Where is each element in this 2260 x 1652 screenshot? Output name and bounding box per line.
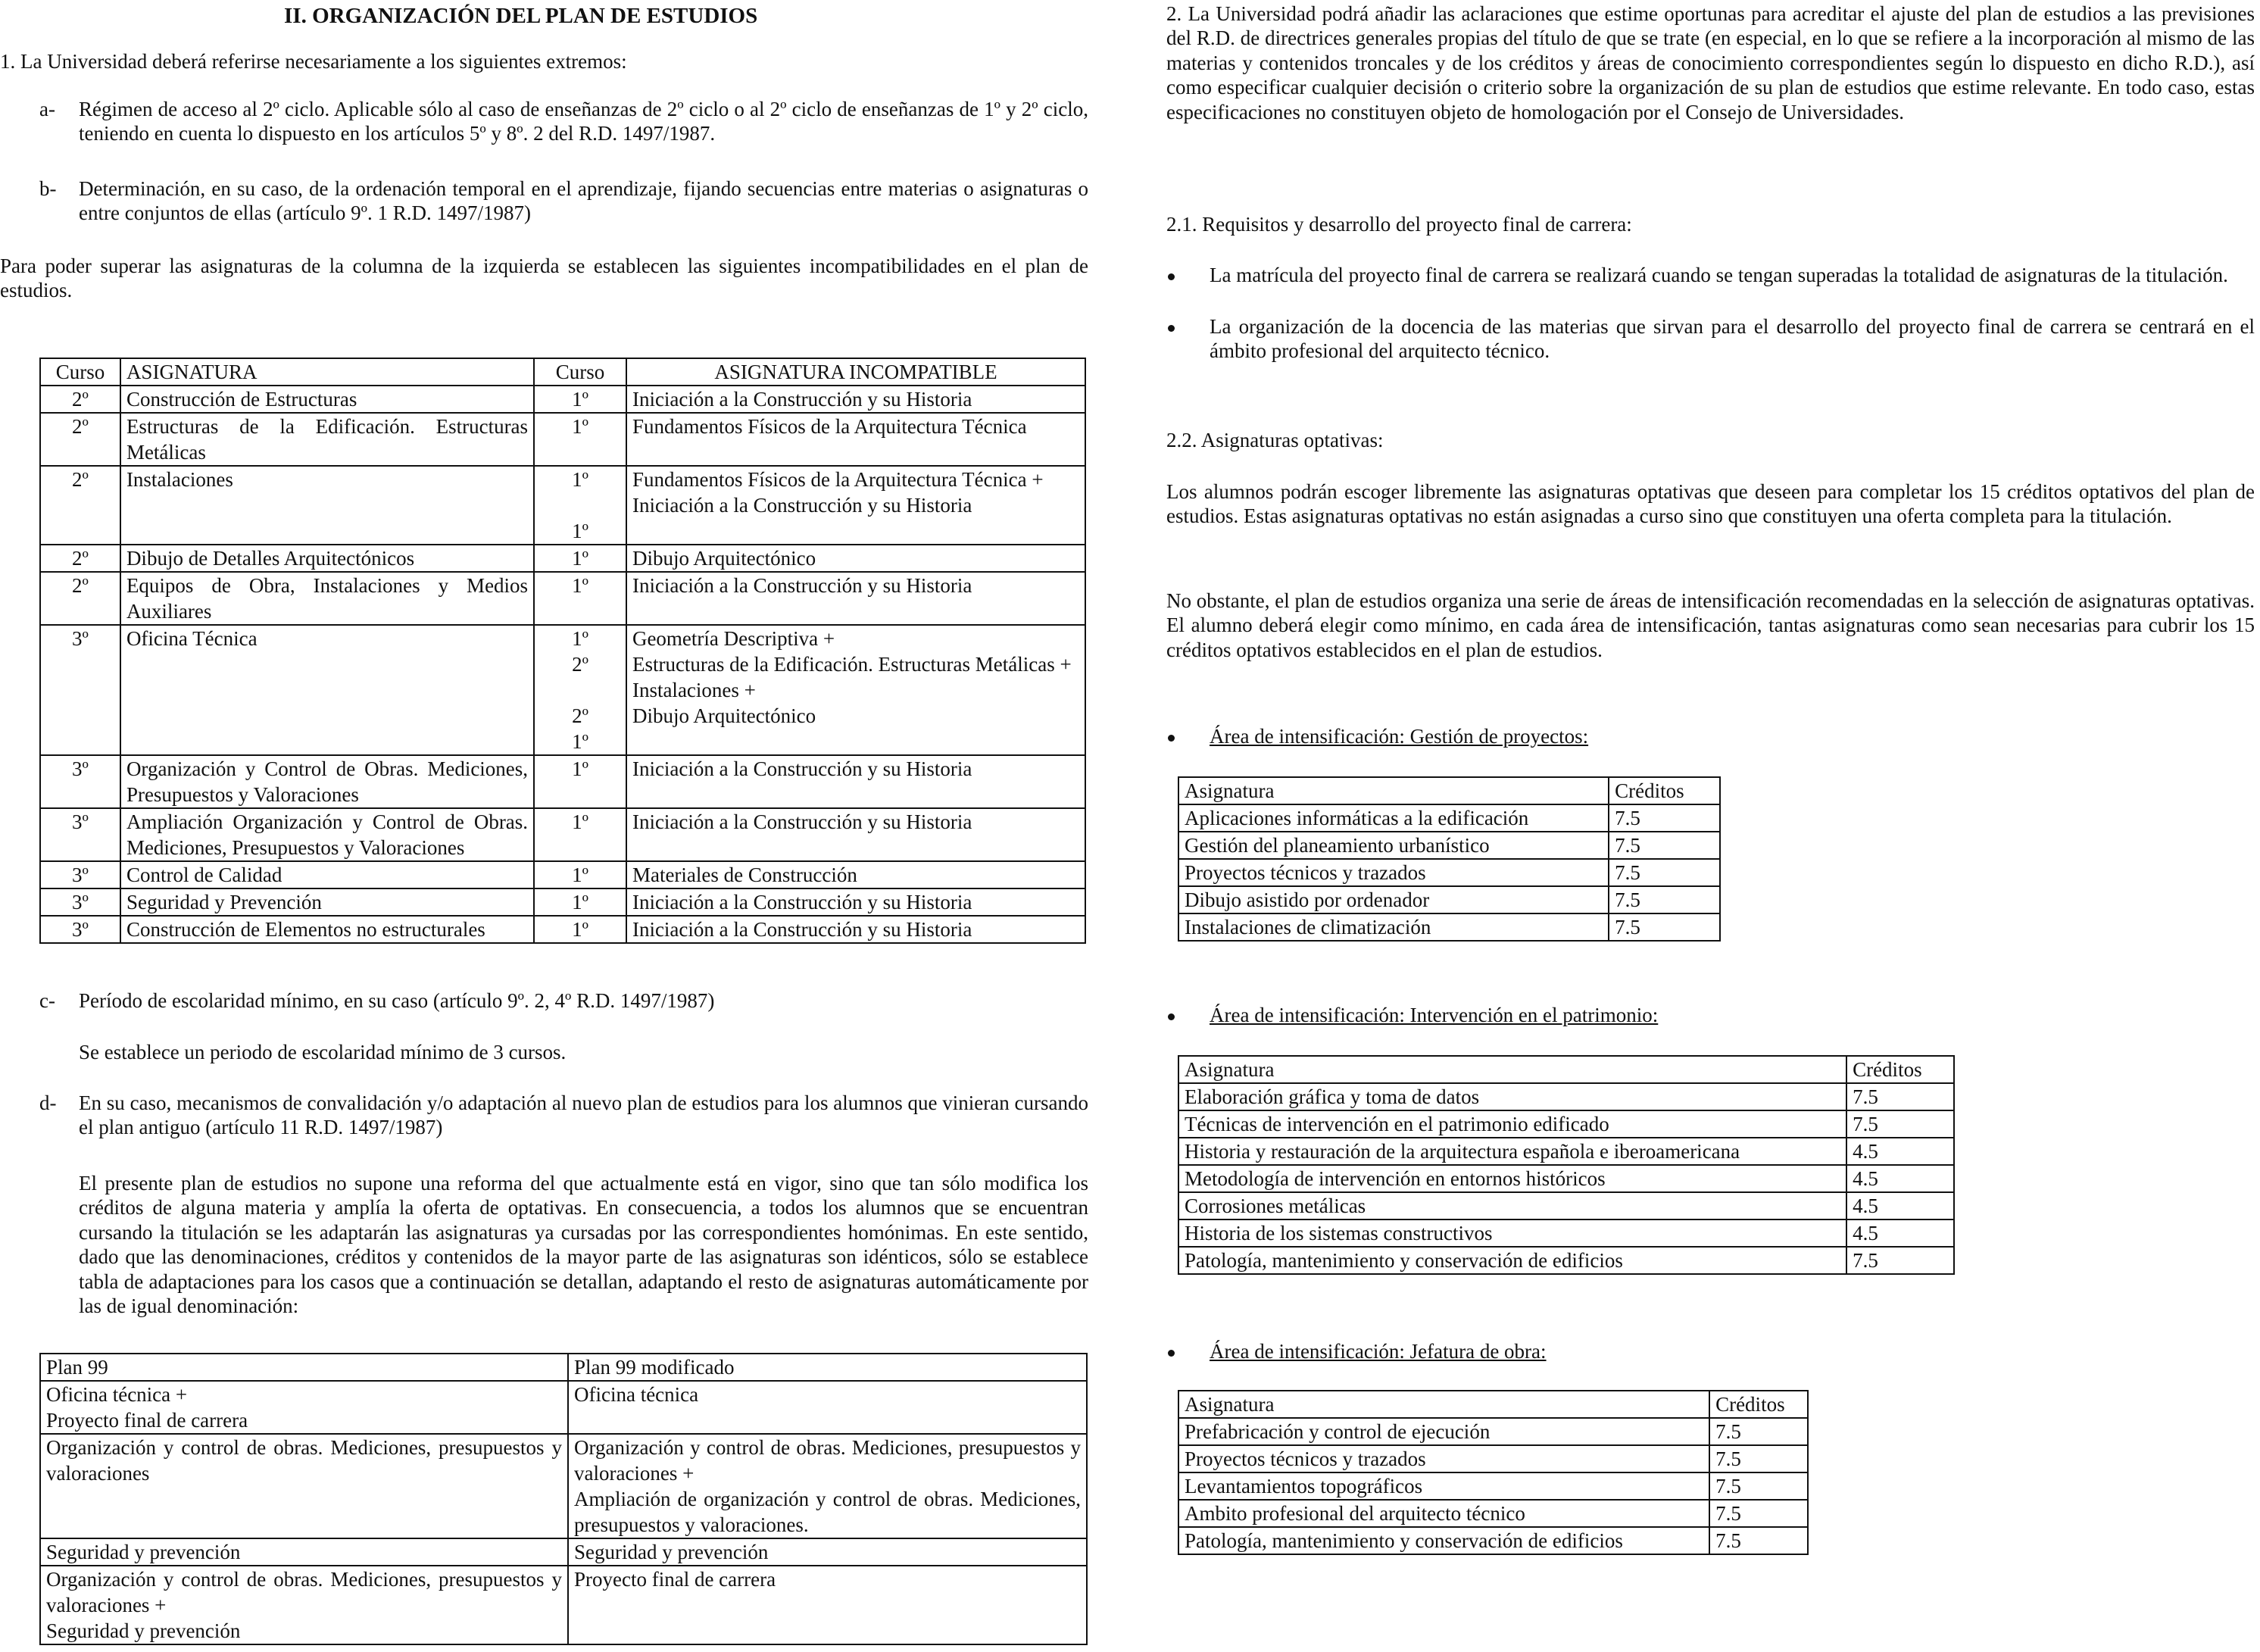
plan-99-cell [40,1538,568,1566]
creditos-cell: 7.5 [1846,1083,1954,1110]
table-header-cell: Asignatura [1178,777,1609,804]
curso-cell: 3º [40,808,120,861]
asignatura-incompatible-cell [626,861,1085,888]
table-row [40,1434,1087,1538]
creditos-cell: 7.5 [1609,832,1720,859]
table-row [1178,1247,1954,1274]
asignatura-cell: Oficina Técnica [120,625,534,755]
asignatura-incompatible-cell-line: Iniciación a la Construcción y su Historia [632,757,972,780]
bullet-2-1-first [1166,263,2255,287]
curso-incompatible-cell-line: 2º [572,653,588,676]
table-header-cell: Créditos [1709,1391,1808,1418]
asignatura-cell: Aplicaciones informáticas a la edificación [1178,804,1609,832]
table-row [1178,804,1720,832]
asignatura-cell: Construcción de Estructuras [120,386,534,413]
curso-incompatible-cell-line: 1º [572,415,588,438]
curso-incompatible-cell-line: 1º [572,757,588,780]
plan-99-cell-line: Organización y control de obras. Mediciones, presupuestos y valoraciones [46,1436,562,1485]
asignatura-incompatible-cell-line: Fundamentos Físicos de la Arquitectura Técnica [632,415,1027,438]
table-row [40,808,1085,861]
creditos-cell: 4.5 [1846,1219,1954,1247]
table-row [40,466,1085,545]
curso-incompatible-cell-line: 1º [572,520,588,542]
item-b-label: b- [39,177,57,200]
bullet-icon [1166,314,1210,364]
asignatura-cell: Instalaciones de climatización [1178,913,1609,941]
table-row [1178,1110,1954,1138]
asignatura-cell: Metodología de intervención en entornos históricos [1178,1165,1846,1192]
curso-cell: 2º [40,545,120,572]
asignatura-cell: Organización y Control de Obras. Mediciones, Presupuestos y Valoraciones [120,755,534,808]
table-row [40,861,1085,888]
asignatura-incompatible-cell-line: Instalaciones + [632,679,756,701]
curso-cell: 2º [40,572,120,625]
curso-incompatible-cell [534,888,626,916]
section-2-2-paragraph-1: Los alumnos podrán escoger libremente las asignaturas optativas que deseen para completar los 15 créditos optativos del plan de estudios. Estas asignaturas optativas no están asignadas a curso sino que constituyen una oferta completa para la titulación. [1166,480,2255,528]
asignatura-incompatible-cell-line: Iniciación a la Construcción y su Historia [632,494,972,517]
creditos-cell: 4.5 [1846,1138,1954,1165]
table-header-cell: ASIGNATURA INCOMPATIBLE [626,358,1085,386]
table-row [1178,832,1720,859]
table-row [1178,1083,1954,1110]
curso-incompatible-cell [534,916,626,943]
table-row [1178,913,1720,941]
curso-incompatible-cell [534,466,626,545]
curso-cell: 3º [40,888,120,916]
bullet-text: La matrícula del proyecto final de carrera se realizará cuando se tengan superadas la totalidad de asignaturas de la titulación. [1210,264,2228,286]
paragraph-2: 2. La Universidad podrá añadir las aclaraciones que estime oportunas para acreditar el ajuste del plan de estudios a las previsiones del R.D. de directrices generales propias del título de que se trate (en especial, en lo que se refiere a la incorporación al mismo de las materias y contenidos troncales y de los créditos y áreas de conocimiento correspondientes según lo dispuesto en dicho R.D.), así como especificar cualquier decisión o criterio sobre la organización de su plan de estudios que estime relevante. En todo caso, estas especificaciones no constituyen objeto de homologación por el Consejo de Universidades. [1166,2,2255,123]
curso-cell: 2º [40,386,120,413]
asignatura-incompatible-cell [626,572,1085,625]
asignatura-incompatible-cell [626,625,1085,755]
item-d-text: En su caso, mecanismos de convalidación y/o adaptación al nuevo plan de estudios para los alumnos que vinieran cursando el plan antiguo (artículo 11 R.D. 1497/1987) [79,1091,1088,1139]
asignatura-incompatible-cell-line: Dibujo Arquitectónico [632,704,816,727]
section-2-2-paragraph-2: No obstante, el plan de estudios organiza una serie de áreas de intensificación recomendadas en la selección de asignaturas optativas. El alumno deberá elegir como mínimo, en cada área de intensificación, tantas asignaturas como sean necesarias para cubrir los 15 créditos optativos establecidos en el plan de estudios. [1166,589,2255,661]
curso-incompatible-cell [534,755,626,808]
table-row [1178,1165,1954,1192]
creditos-cell: 7.5 [1609,913,1720,941]
table-row [1178,1219,1954,1247]
section-title: II. ORGANIZACIÓN DEL PLAN DE ESTUDIOS [284,4,758,28]
creditos-cell: 4.5 [1846,1165,1954,1192]
table-row [1178,1138,1954,1165]
asignatura-incompatible-cell-line: Dibujo Arquitectónico [632,547,816,570]
area-2-heading [1166,1003,1924,1027]
curso-incompatible-cell [534,808,626,861]
asignatura-incompatible-cell [626,413,1085,466]
creditos-cell: 7.5 [1609,859,1720,886]
plan-99-cell-line: Organización y control de obras. Mediciones, presupuestos y valoraciones + [46,1568,562,1616]
item-c [39,988,1088,1013]
area-3-table [1178,1390,1809,1555]
incompatibility-intro: Para poder superar las asignaturas de la columna de la izquierda se establecen las siguientes incompatibilidades en el plan de estudios. [0,255,1088,302]
asignatura-incompatible-cell [626,888,1085,916]
asignatura-incompatible-cell [626,466,1085,545]
asignatura-cell: Elaboración gráfica y toma de datos [1178,1083,1846,1110]
section-2-1-title: 2.1. Requisitos y desarrollo del proyecto final de carrera: [1166,213,1632,236]
creditos-cell: 7.5 [1709,1418,1808,1445]
table-header-cell: Asignatura [1178,1056,1846,1083]
table-row [1178,1418,1808,1445]
table-row [1178,1472,1808,1500]
item-a-text: Régimen de acceso al 2º ciclo. Aplicable sólo al caso de enseñanzas de 2º ciclo o al 2º ciclo de enseñanzas de 1º y 2º ciclo, teniendo en cuenta lo dispuesto en los artículos 5º y 8º. 2 del R.D. 1497/1987. [79,98,1088,145]
plan-99-cell [40,1566,568,1644]
curso-incompatible-cell [534,861,626,888]
creditos-cell: 7.5 [1709,1472,1808,1500]
area-2-table [1178,1055,1955,1275]
asignatura-incompatible-cell-line: Iniciación a la Construcción y su Historia [632,388,972,411]
asignatura-cell: Proyectos técnicos y trazados [1178,1445,1709,1472]
plan-99-cell-line: Proyecto final de carrera [46,1409,248,1432]
plan-99-cell [40,1381,568,1434]
asignatura-cell: Ambito profesional del arquitecto técnico [1178,1500,1709,1527]
asignatura-incompatible-cell-line: Iniciación a la Construcción y su Historia [632,810,972,833]
table-row [40,1538,1087,1566]
bullet-icon [1166,1003,1210,1027]
item-c-text: Período de escolaridad mínimo, en su caso (artículo 9º. 2, 4º R.D. 1497/1987) [79,989,715,1012]
asignatura-incompatible-cell-line: Iniciación a la Construcción y su Historia [632,574,972,597]
asignatura-cell: Levantamientos topográficos [1178,1472,1709,1500]
item-d-detail: El presente plan de estudios no supone una reforma del que actualmente está en vigor, sino que tan sólo modifica los créditos de alguna materia y amplía la oferta de optativas. En consecuencia, a todos los alumnos que se encuentran cursando la titulación se les adaptarán las asignaturas ya cursadas por las correspondientes homónimas. En este sentido, dado que las denominaciones, créditos y contenidos de la mayor parte de las asignaturas son idénticos, sólo se establece tabla de adaptaciones para los casos que a continuación se detallan, adaptando el resto de asignaturas automáticamente por las de igual denominación: [79,1172,1088,1317]
item-a-label: a- [39,98,55,120]
curso-incompatible-cell-line: 1º [572,918,588,941]
asignatura-cell: Historia y restauración de la arquitectura española e iberoamericana [1178,1138,1846,1165]
table-header-cell: Curso [534,358,626,386]
table-row [40,1566,1087,1644]
table-row [40,545,1085,572]
curso-cell: 3º [40,625,120,755]
table-header-row [1178,1056,1954,1083]
curso-incompatible-cell-line: 1º [572,627,588,650]
asignatura-incompatible-cell [626,386,1085,413]
creditos-cell: 7.5 [1846,1247,1954,1274]
asignatura-incompatible-cell [626,755,1085,808]
item-a [39,97,1088,146]
table-row [1178,1445,1808,1472]
asignatura-incompatible-cell-line: Estructuras de la Edificación. Estructuras Metálicas + [632,653,1072,676]
curso-incompatible-cell [534,545,626,572]
table-row [40,572,1085,625]
table-row [40,1381,1087,1434]
asignatura-cell: Prefabricación y control de ejecución [1178,1418,1709,1445]
table-header-row [40,1354,1087,1381]
item-d-label: d- [39,1091,57,1114]
table-row [1178,1527,1808,1554]
table-header-cell: Plan 99 [40,1354,568,1381]
asignatura-cell: Dibujo asistido por ordenador [1178,886,1609,913]
item-c-label: c- [39,989,55,1012]
asignatura-cell: Equipos de Obra, Instalaciones y Medios Auxiliares [120,572,534,625]
asignatura-cell: Ampliación Organización y Control de Obras. Mediciones, Presupuestos y Valoraciones [120,808,534,861]
curso-incompatible-cell [534,625,626,755]
asignatura-cell: Instalaciones [120,466,534,545]
table-header-row [40,358,1085,386]
asignatura-incompatible-cell-line: Materiales de Construcción [632,863,857,886]
asignatura-cell: Construcción de Elementos no estructurales [120,916,534,943]
curso-cell: 3º [40,755,120,808]
asignatura-cell: Corrosiones metálicas [1178,1192,1846,1219]
curso-incompatible-cell-line: 1º [572,810,588,833]
item-d [39,1091,1088,1140]
curso-incompatible-cell [534,386,626,413]
asignatura-cell: Control de Calidad [120,861,534,888]
creditos-cell: 7.5 [1709,1500,1808,1527]
creditos-cell: 7.5 [1709,1445,1808,1472]
creditos-cell: 7.5 [1709,1527,1808,1554]
curso-incompatible-cell-line: 1º [572,547,588,570]
asignatura-incompatible-cell [626,916,1085,943]
curso-incompatible-cell-line: 1º [572,574,588,597]
table-row [1178,886,1720,913]
plan-99-modificado-cell [568,1566,1087,1644]
curso-incompatible-cell-line: 1º [572,468,588,491]
asignatura-incompatible-cell-line: Geometría Descriptiva + [632,627,835,650]
table-header-cell: ASIGNATURA [120,358,534,386]
plan-99-modificado-cell-line: Organización y control de obras. Mediciones, presupuestos y valoraciones + [573,1436,1081,1485]
table-header-cell: Créditos [1609,777,1720,804]
asignatura-cell: Estructuras de la Edificación. Estructuras Metálicas [120,413,534,466]
asignatura-cell: Técnicas de intervención en el patrimonio edificado [1178,1110,1846,1138]
area-3-heading [1166,1339,1924,1363]
incompatibility-table [39,358,1086,944]
table-row [1178,1500,1808,1527]
asignatura-incompatible-cell [626,808,1085,861]
bullet-icon [1166,724,1210,748]
item-c-detail: Se establece un periodo de escolaridad mínimo de 3 cursos. [79,1041,567,1063]
table-row [40,625,1085,755]
curso-incompatible-cell-line: 1º [572,863,588,886]
table-row [40,413,1085,466]
area-1-table [1178,776,1721,942]
area-1-heading [1166,724,1924,748]
curso-cell: 3º [40,861,120,888]
asignatura-cell: Dibujo de Detalles Arquitectónicos [120,545,534,572]
creditos-cell: 7.5 [1609,804,1720,832]
plan-99-cell-line: Oficina técnica + [46,1383,188,1406]
bullet-2-1-second [1166,314,2255,364]
table-row [40,888,1085,916]
creditos-cell: 7.5 [1609,886,1720,913]
plan-99-modificado-cell-line: Proyecto final de carrera [573,1568,776,1591]
table-header-row [1178,1391,1808,1418]
area-2-title: Área de intensificación: Intervención en el patrimonio: [1210,1004,1659,1026]
bullet-icon [1166,1339,1210,1363]
item-b-text: Determinación, en su caso, de la ordenación temporal en el aprendizaje, fijando secuencias entre materias o asignaturas o entre conjuntos de ellas (artículo 9º. 1 R.D. 1497/1987) [79,177,1088,225]
plan-99-modificado-cell-line: Seguridad y prevención [573,1541,769,1563]
table-header-cell: Créditos [1846,1056,1954,1083]
plan-99-modificado-cell-line: Oficina técnica [573,1383,699,1406]
curso-incompatible-cell [534,572,626,625]
area-3-title: Área de intensificación: Jefatura de obra: [1210,1340,1547,1363]
table-header-cell: Asignatura [1178,1391,1709,1418]
asignatura-cell: Proyectos técnicos y trazados [1178,859,1609,886]
plan-99-modificado-cell [568,1381,1087,1434]
bullet-text: La organización de la docencia de las materias que sirvan para el desarrollo del proyecto final de carrera se centrará en el ámbito profesional del arquitecto técnico. [1210,315,2255,363]
table-header-cell: Curso [40,358,120,386]
asignatura-incompatible-cell-line: Fundamentos Físicos de la Arquitectura Técnica + [632,468,1044,491]
section-2-2-title: 2.2. Asignaturas optativas: [1166,429,1384,451]
curso-incompatible-cell-line: 1º [572,891,588,913]
curso-incompatible-cell-line: 1º [572,730,588,753]
plan-99-modificado-cell [568,1434,1087,1538]
curso-incompatible-cell-line: 2º [572,704,588,727]
asignatura-incompatible-cell-line: Iniciación a la Construcción y su Historia [632,918,972,941]
table-row [40,386,1085,413]
plan-99-cell-line: Seguridad y prevención [46,1541,241,1563]
asignatura-cell: Seguridad y Prevención [120,888,534,916]
asignatura-cell: Gestión del planeamiento urbanístico [1178,832,1609,859]
intro-text: 1. La Universidad deberá referirse necesariamente a los siguientes extremos: [0,50,627,73]
plan-99-cell [40,1434,568,1538]
plan-99-cell-line: Seguridad y prevención [46,1619,241,1642]
asignatura-incompatible-cell [626,545,1085,572]
asignatura-cell: Historia de los sistemas constructivos [1178,1219,1846,1247]
curso-cell: 2º [40,413,120,466]
asignatura-cell: Patología, mantenimiento y conservación de edificios [1178,1247,1846,1274]
area-1-title: Área de intensificación: Gestión de proyectos: [1210,725,1589,748]
bullet-icon [1166,263,1210,287]
table-header-row [1178,777,1720,804]
item-b [39,176,1088,226]
curso-incompatible-cell [534,413,626,466]
curso-incompatible-cell-line: 1º [572,388,588,411]
table-header-cell: Plan 99 modificado [568,1354,1087,1381]
curso-cell: 3º [40,916,120,943]
table-row [1178,1192,1954,1219]
creditos-cell: 4.5 [1846,1192,1954,1219]
table-row [40,755,1085,808]
plan-99-modificado-cell-line: Ampliación de organización y control de obras. Mediciones, presupuestos y valoraciones. [573,1488,1081,1536]
creditos-cell: 7.5 [1846,1110,1954,1138]
plan-99-modificado-cell [568,1538,1087,1566]
asignatura-cell: Patología, mantenimiento y conservación de edificios [1178,1527,1709,1554]
table-row [1178,859,1720,886]
adaptation-table [39,1353,1088,1645]
asignatura-incompatible-cell-line: Iniciación a la Construcción y su Historia [632,891,972,913]
table-row [40,916,1085,943]
curso-cell: 2º [40,466,120,545]
